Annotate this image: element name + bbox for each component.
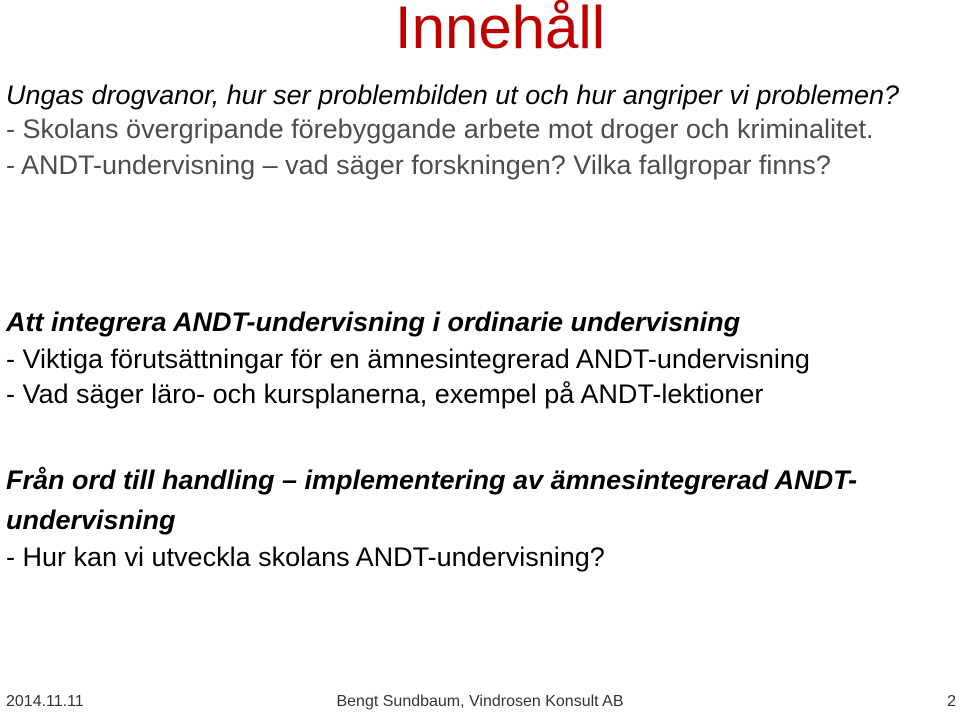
slide-title: Innehåll xyxy=(394,0,606,61)
slide-footer xyxy=(0,690,960,714)
section-heading: Att integrera ANDT-undervisning i ordinarie undervisning xyxy=(6,307,741,337)
footer-date: 2014.11.11 xyxy=(6,693,84,710)
section-heading: Från ord till handling – implementering av ämnesintegrerad ANDT-undervisning xyxy=(6,465,858,535)
footer-author: Bengt Sundbaum, Vindrosen Konsult AB xyxy=(336,693,624,710)
bullet-item: - Vad säger läro- och kursplanerna, exempel på ANDT-lektioner xyxy=(6,379,764,409)
bullet-item: - Viktiga förutsättningar för en ämnesintegrerad ANDT-undervisning xyxy=(6,344,810,374)
page-number: 2 xyxy=(947,693,956,710)
bullet-item: - ANDT-undervisning – vad säger forskningen? Vilka fallgropar finns? xyxy=(6,150,831,180)
section-ungas-drogvanor xyxy=(6,80,936,183)
section-fran-ord-till-handling xyxy=(6,460,936,575)
bullet-item: - Skolans övergripande förebyggande arbete mot droger och kriminalitet. xyxy=(6,114,874,144)
section-heading: Ungas drogvanor, hur ser problembilden ut och hur angriper vi problemen? xyxy=(6,80,900,110)
bullet-item: - Hur kan vi utveckla skolans ANDT-undervisning? xyxy=(6,542,605,572)
section-integrera-andt xyxy=(6,302,936,412)
